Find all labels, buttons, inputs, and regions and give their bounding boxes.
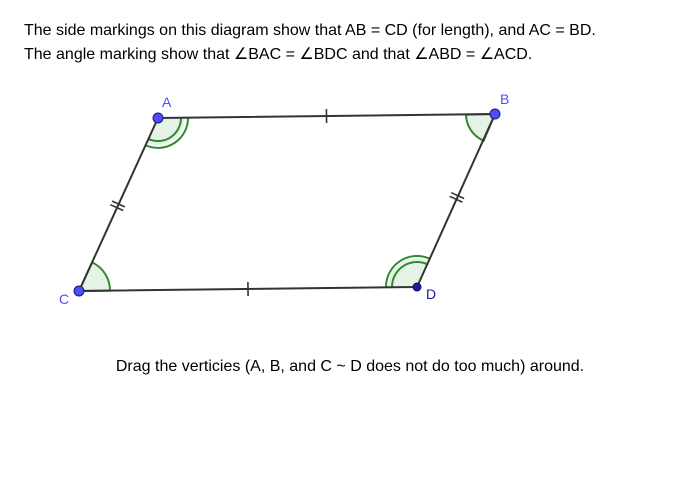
label-A: A	[162, 94, 172, 110]
segment-BD	[417, 114, 495, 287]
vertex-D	[413, 283, 421, 291]
vertex-A[interactable]	[153, 113, 163, 123]
vertex-labels	[59, 91, 509, 307]
label-D: D	[426, 286, 437, 302]
instructions-line-2: The angle marking show that ∠BAC = ∠BDC and that ∠ABD = ∠ACD.	[24, 46, 533, 63]
vertex-C[interactable]	[74, 286, 84, 296]
instructions-line-1: The side markings on this diagram show that AB = CD (for length), and AC = BD.	[24, 22, 596, 39]
angle-C-fill	[79, 262, 110, 291]
drag-instructions: Drag the verticies (A, B, and C ~ D does not do too much) around.	[115, 358, 585, 375]
angle-B-fill	[466, 114, 495, 141]
label-C: C	[59, 291, 70, 307]
label-B: B	[500, 91, 510, 107]
edges	[79, 114, 495, 291]
angle-markers	[79, 114, 495, 291]
vertices[interactable]	[74, 109, 500, 296]
vertex-B[interactable]	[490, 109, 500, 119]
